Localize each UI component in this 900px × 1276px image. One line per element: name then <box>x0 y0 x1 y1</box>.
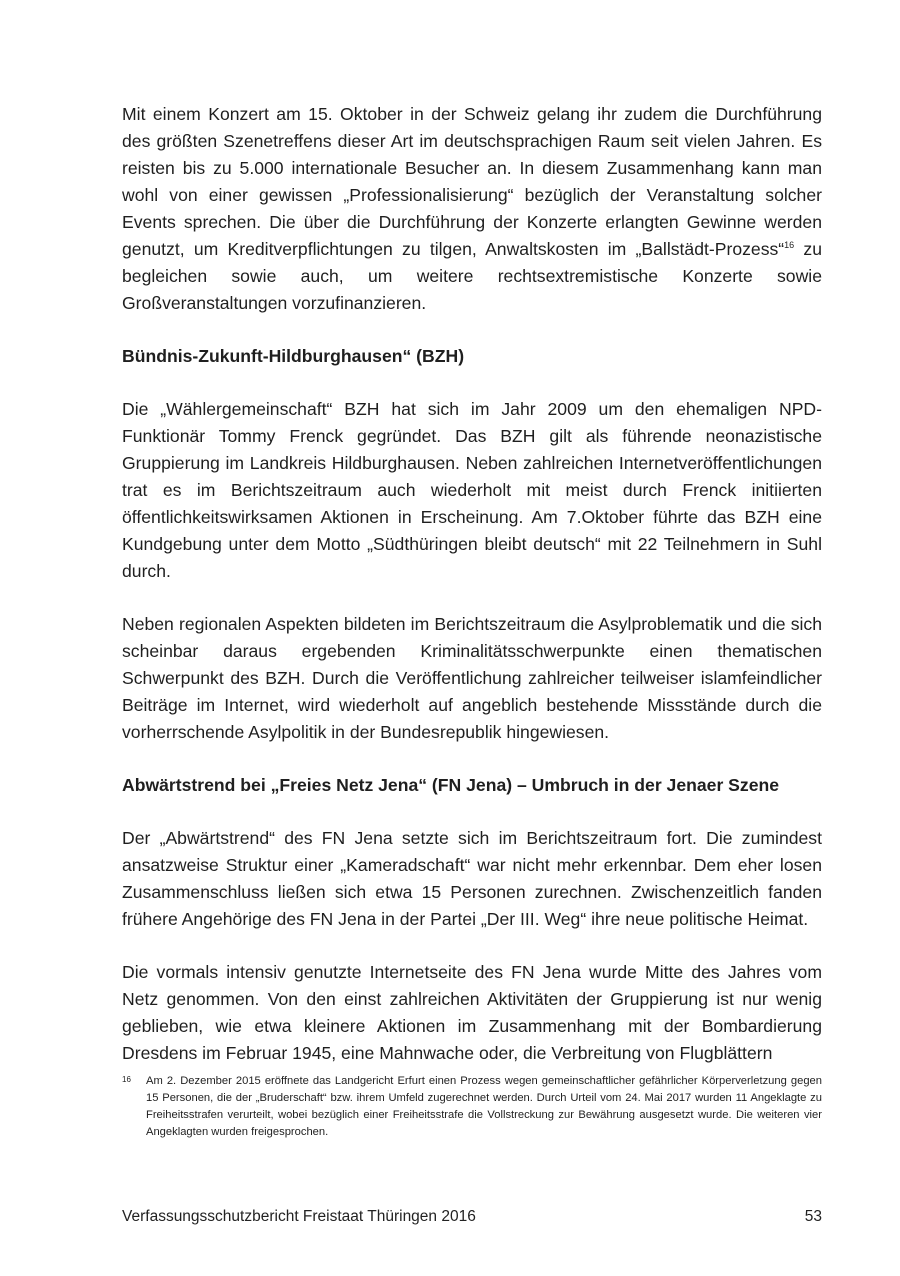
footnote-text: Am 2. Dezember 2015 eröffnete das Landgericht Erfurt einen Prozess wegen gemeinschaftlicher gefährlicher Körperverletzung gegen 15 Personen, die der „Bruderschaft“ bzw. ihrem Umfeld zugerechnet werden. Durch Urteil vom 24. Mai 2017 wurden 11 Angeklagte zu Freiheitsstrafen verurteilt, wobei bezüglich einer Freiheitsstrafe die Vollstreckung zur Bewährung ausgesetzt wurde. Die weiteren vier Angeklagten wurden freigesprochen. <box>146 1075 822 1138</box>
footnote <box>122 1073 822 1141</box>
heading-fn-jena: Abwärtstrend bei „Freies Netz Jena“ (FN Jena) – Umbruch in der Jenaer Szene <box>122 775 780 795</box>
page-footer <box>122 1206 822 1228</box>
footnote-number: 16 <box>122 1075 131 1084</box>
paragraph-concert-text: Mit einem Konzert am 15. Oktober in der Schweiz gelang ihr zudem die Durchführung des größten Szenetreffens dieser Art im deutschsprachigen Raum seit vielen Jahren. Es reisten bis zu 5.000 internationale Besucher an. In diesem Zusammenhang kann man wohl von einer gewissen „Professionalisierung“ bezüglich der Veranstaltung solcher Events sprechen. Die über die Durchführung der Konzerte erlangten Gewinne werden genutzt, um Kreditverpflichtungen zu tilgen, Anwaltskosten im „Ballstädt-Prozess“ <box>122 104 822 259</box>
page-number: 53 <box>804 1208 822 1225</box>
footer-title: Verfassungsschutzbericht Freistaat Thüringen 2016 <box>122 1208 476 1225</box>
paragraph-concert <box>122 101 822 317</box>
paragraph-fn-jena-website: Die vormals intensiv genutzte Internetseite des FN Jena wurde Mitte des Jahres vom Netz genommen. Von den einst zahlreichen Aktivitäten der Gruppierung ist nur wenig geblieben, wie etwa kleinere Aktionen im Zusammenhang mit der Bombardierung Dresdens im Februar 1945, eine Mahnwache oder, die Verbreitung von Flugblättern <box>122 962 822 1063</box>
page-body <box>122 101 822 1067</box>
paragraph-bzh-asyl: Neben regionalen Aspekten bildeten im Berichtszeitraum die Asylproblematik und die sich scheinbar daraus ergebenden Kriminalitätsschwerpunkte einen thematischen Schwerpunkt des BZH. Durch die Veröffentlichung zahlreicher teilweiser islamfeindlicher Beiträge im Internet, wird wiederholt auf angeblich bestehende Missstände durch die vorherrschende Asylpolitik in der Bundesrepublik hingewiesen. <box>122 614 822 742</box>
paragraph-bzh-intro: Die „Wählergemeinschaft“ BZH hat sich im Jahr 2009 um den ehemaligen NPD-Funktionär Tommy Frenck gegründet. Das BZH gilt als führende neonazistische Gruppierung im Landkreis Hildburghausen. Neben zahlreichen Internetveröffentlichungen trat es im Berichtszeitraum auch wiederholt mit meist durch Frenck initiierten öffentlichkeitswirksamen Aktionen in Erscheinung. Am 7.Oktober führte das BZH eine Kundgebung unter dem Motto „Südthüringen bleibt deutsch“ mit 22 Teilnehmern in Suhl durch. <box>122 399 822 581</box>
heading-bzh: Bündnis-Zukunft-Hildburghausen“ (BZH) <box>122 346 465 366</box>
footnote-reference[interactable]: 16 <box>784 240 795 251</box>
paragraph-fn-jena-trend: Der „Abwärtstrend“ des FN Jena setzte sich im Berichtszeitraum fort. Die zumindest ansatzweise Struktur einer „Kameradschaft“ war nicht mehr erkennbar. Dem eher losen Zusammenschluss ließen sich etwa 15 Personen zurechnen. Zwischenzeitlich fanden frühere Angehörige des FN Jena in der Partei „Der III. Weg“ ihre neue politische Heimat. <box>122 828 822 929</box>
paragraph-concert-text-end: zu begleichen sowie auch, um weitere rechtsextremistische Konzerte sowie Großveranstaltungen vorzufinanzieren. <box>122 239 822 313</box>
